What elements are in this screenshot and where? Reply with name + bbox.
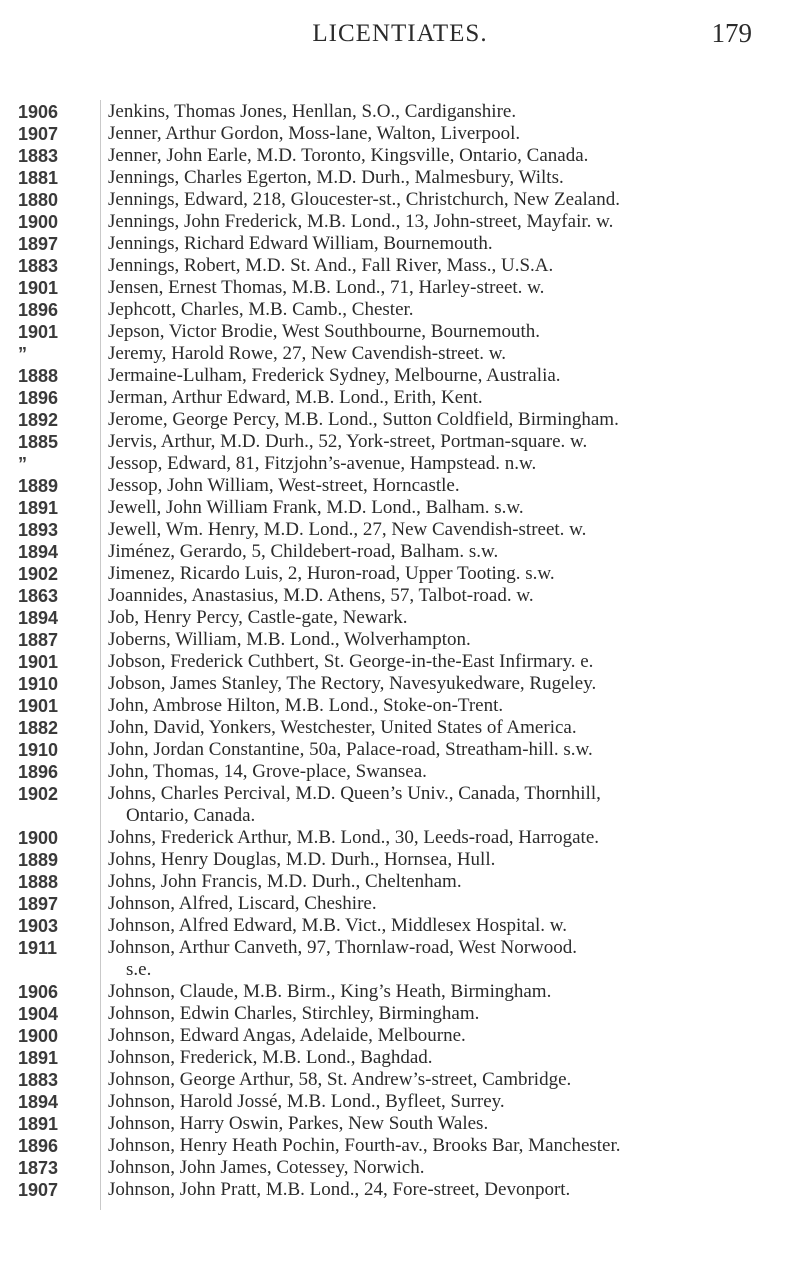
entry-text: Jewell, John William Frank, M.D. Lond., Balham. s.w. [108, 497, 524, 518]
entry-text: Jennings, Richard Edward William, Bournemouth. [108, 233, 493, 254]
register-entry [0, 1047, 800, 1069]
entry-text: Jobson, Frederick Cuthbert, St. George-in-the-East Infirmary. e. [108, 651, 594, 672]
register-entry [0, 1179, 800, 1201]
entry-year: 1903 [18, 916, 59, 936]
entry-year: 1888 [18, 872, 59, 892]
running-title: LICENTIATES. [312, 20, 488, 47]
entry-text: Jermaine-Lulham, Frederick Sydney, Melbourne, Australia. [108, 365, 561, 386]
register-entry [0, 541, 800, 563]
register-entry [0, 101, 800, 123]
register-entry [0, 629, 800, 651]
entry-text: Joannides, Anastasius, M.D. Athens, 57, Talbot-road. w. [108, 585, 534, 606]
entry-year: 1894 [18, 608, 59, 628]
entry-year: 1906 [18, 102, 59, 122]
register-entry [0, 1135, 800, 1157]
register-entry [0, 585, 800, 607]
entry-text: Jennings, Charles Egerton, M.D. Durh., Malmesbury, Wilts. [108, 167, 564, 188]
register-entry [0, 915, 800, 937]
entry-year: 1891 [18, 1048, 59, 1068]
register-entry [0, 695, 800, 717]
entry-year: 1911 [18, 938, 58, 958]
entry-text: Jewell, Wm. Henry, M.D. Lond., 27, New Cavendish-street. w. [108, 519, 587, 540]
entry-year: 1904 [18, 1004, 59, 1024]
register-entry [0, 937, 800, 981]
entry-year: 1897 [18, 894, 59, 914]
entry-year: 1901 [18, 322, 59, 342]
register-entry [0, 717, 800, 739]
entry-text: Johnson, Alfred, Liscard, Cheshire. [108, 893, 377, 914]
register-entry [0, 365, 800, 387]
register-entry [0, 167, 800, 189]
entry-text: John, Thomas, 14, Grove-place, Swansea. [108, 761, 427, 782]
entry-text: Johnson, Arthur Canveth, 97, Thornlaw-road, West Norwood. [108, 937, 578, 958]
register-entry [0, 277, 800, 299]
register-entry [0, 299, 800, 321]
entry-year: 1891 [18, 498, 59, 518]
entry-year: 1880 [18, 190, 59, 210]
register-entry [0, 1003, 800, 1025]
register-entry [0, 827, 800, 849]
register-entry [0, 1113, 800, 1135]
entry-text: Jepson, Victor Brodie, West Southbourne, Bournemouth. [108, 321, 541, 342]
licentiates-list [0, 101, 800, 1201]
register-entry [0, 145, 800, 167]
register-entry [0, 211, 800, 233]
entry-year: 1892 [18, 410, 59, 430]
register-entry [0, 343, 800, 365]
entry-text: Jennings, Robert, M.D. St. And., Fall River, Mass., U.S.A. [108, 255, 554, 276]
register-entry [0, 519, 800, 541]
entry-text: Johns, Frederick Arthur, M.B. Lond., 30, Leeds-road, Harrogate. [108, 827, 600, 848]
entry-text: Jiménez, Gerardo, 5, Childebert-road, Balham. s.w. [108, 541, 499, 562]
entry-year: 1893 [18, 520, 59, 540]
register-entry [0, 849, 800, 871]
entry-text: Jervis, Arthur, M.D. Durh., 52, York-street, Portman-square. w. [108, 431, 588, 452]
register-entry [0, 1157, 800, 1179]
entry-year: ” [18, 344, 27, 364]
register-entry [0, 387, 800, 409]
entry-year: 1910 [18, 674, 59, 694]
entry-year: 1883 [18, 256, 59, 276]
entry-year: 1900 [18, 828, 59, 848]
register-entry [0, 607, 800, 629]
entry-year: 1897 [18, 234, 59, 254]
entry-year: 1888 [18, 366, 59, 386]
entry-year: 1896 [18, 762, 59, 782]
entry-year: 1891 [18, 1114, 59, 1134]
entry-year: 1901 [18, 278, 59, 298]
entry-year: 1885 [18, 432, 59, 452]
entry-year: 1894 [18, 542, 59, 562]
register-entry [0, 475, 800, 497]
entry-year: 1900 [18, 1026, 59, 1046]
entry-year: 1901 [18, 652, 59, 672]
entry-year: 1889 [18, 850, 59, 870]
register-entry [0, 981, 800, 1003]
entry-text: Jennings, Edward, 218, Gloucester-st., Christchurch, New Zealand. [108, 189, 620, 210]
register-entry [0, 739, 800, 761]
entry-text: Johnson, Harry Oswin, Parkes, New South Wales. [108, 1113, 489, 1134]
entry-year: 1863 [18, 586, 59, 606]
entry-year: 1902 [18, 564, 59, 584]
entry-text: Johns, John Francis, M.D. Durh., Cheltenham. [108, 871, 462, 892]
entry-year: 1896 [18, 1136, 59, 1156]
entry-text: Johnson, Harold Jossé, M.B. Lond., Byfleet, Surrey. [108, 1091, 505, 1112]
entry-year: 1910 [18, 740, 59, 760]
entry-text: Jerman, Arthur Edward, M.B. Lond., Erith, Kent. [108, 387, 483, 408]
entry-text: Johnson, John Pratt, M.B. Lond., 24, Fore-street, Devonport. [108, 1179, 571, 1200]
register-entry [0, 673, 800, 695]
register-entry [0, 189, 800, 211]
entry-text: Jennings, John Frederick, M.B. Lond., 13, John-street, Mayfair. w. [108, 211, 614, 232]
entry-text: Johns, Charles Percival, M.D. Queen’s Univ., Canada, Thornhill, [108, 783, 601, 804]
entry-year: 1907 [18, 1180, 59, 1200]
entry-text: Jessop, Edward, 81, Fitzjohn’s-avenue, Hampstead. n.w. [108, 453, 537, 474]
register-entry [0, 123, 800, 145]
entry-year: 1889 [18, 476, 59, 496]
entry-year: 1906 [18, 982, 59, 1002]
register-entry [0, 1025, 800, 1047]
register-entry [0, 871, 800, 893]
register-entry [0, 255, 800, 277]
entry-text: Jenner, Arthur Gordon, Moss-lane, Walton, Liverpool. [108, 123, 521, 144]
entry-year: 1896 [18, 300, 59, 320]
entry-text: John, Jordan Constantine, 50a, Palace-road, Streatham-hill. s.w. [108, 739, 593, 760]
entry-text: John, Ambrose Hilton, M.B. Lond., Stoke-on-Trent. [108, 695, 504, 716]
entry-text: Jenner, John Earle, M.D. Toronto, Kingsville, Ontario, Canada. [108, 145, 589, 166]
entry-text: Jerome, George Percy, M.B. Lond., Sutton Coldfield, Birmingham. [108, 409, 619, 430]
entry-text: Job, Henry Percy, Castle-gate, Newark. [108, 607, 408, 628]
register-entry [0, 497, 800, 519]
entry-text: John, David, Yonkers, Westchester, United States of America. [108, 717, 577, 738]
entry-text: Jobson, James Stanley, The Rectory, Navesyukedware, Rugeley. [108, 673, 597, 694]
entry-text: Jephcott, Charles, M.B. Camb., Chester. [108, 299, 414, 320]
entry-text: Jimenez, Ricardo Luis, 2, Huron-road, Upper Tooting. s.w. [108, 563, 555, 584]
entry-year: 1882 [18, 718, 59, 738]
entry-text: Johnson, Claude, M.B. Birm., King’s Heath, Birmingham. [108, 981, 552, 1002]
page-header [0, 18, 800, 58]
entry-year: 1896 [18, 388, 59, 408]
entry-text: Johnson, John James, Cotessey, Norwich. [108, 1157, 425, 1178]
register-entry [0, 1091, 800, 1113]
entry-year: 1873 [18, 1158, 59, 1178]
entry-year: 1883 [18, 1070, 59, 1090]
register-entry [0, 783, 800, 827]
register-entry [0, 563, 800, 585]
entry-text: Jeremy, Harold Rowe, 27, New Cavendish-street. w. [108, 343, 507, 364]
entry-text: Johnson, George Arthur, 58, St. Andrew’s-street, Cambridge. [108, 1069, 572, 1090]
entry-text: Jensen, Ernest Thomas, M.B. Lond., 71, Harley-street. w. [108, 277, 545, 298]
register-entry [0, 1069, 800, 1091]
entry-year: 1901 [18, 696, 59, 716]
entry-text: Joberns, William, M.B. Lond., Wolverhampton. [108, 629, 471, 650]
entry-continuation: s.e. [126, 959, 152, 980]
register-entry [0, 893, 800, 915]
entry-year: 1900 [18, 212, 59, 232]
register-entry [0, 453, 800, 475]
entry-text: Johns, Henry Douglas, M.D. Durh., Hornsea, Hull. [108, 849, 496, 870]
entry-text: Johnson, Frederick, M.B. Lond., Baghdad. [108, 1047, 433, 1068]
entry-year: 1894 [18, 1092, 59, 1112]
entry-year: 1883 [18, 146, 59, 166]
entry-year: 1907 [18, 124, 59, 144]
register-entry [0, 233, 800, 255]
register-entry [0, 651, 800, 673]
entry-text: Jessop, John William, West-street, Horncastle. [108, 475, 460, 496]
entry-text: Johnson, Edwin Charles, Stirchley, Birmingham. [108, 1003, 480, 1024]
register-entry [0, 409, 800, 431]
entry-continuation: Ontario, Canada. [126, 805, 256, 826]
page-number: 179 [711, 18, 752, 48]
entry-year: ” [18, 454, 27, 474]
entry-year: 1902 [18, 784, 59, 804]
entry-year: 1881 [18, 168, 59, 188]
entry-text: Jenkins, Thomas Jones, Henllan, S.O., Cardiganshire. [108, 101, 517, 122]
register-entry [0, 761, 800, 783]
entry-text: Johnson, Henry Heath Pochin, Fourth-av., Brooks Bar, Manchester. [108, 1135, 621, 1156]
register-entry [0, 431, 800, 453]
entry-year: 1887 [18, 630, 59, 650]
entry-text: Johnson, Alfred Edward, M.B. Vict., Middlesex Hospital. w. [108, 915, 568, 936]
register-entry [0, 321, 800, 343]
entry-text: Johnson, Edward Angas, Adelaide, Melbourne. [108, 1025, 466, 1046]
